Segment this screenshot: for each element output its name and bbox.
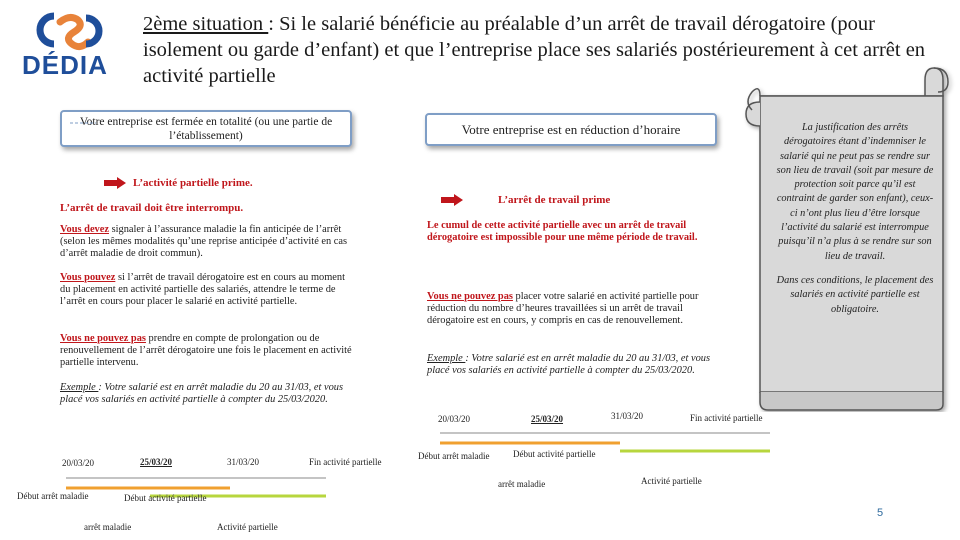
right-tl-start-ap: Début activité partielle <box>513 449 596 459</box>
sick-leave-prevails: L’arrêt de travail prime <box>498 194 611 206</box>
stop-label: L’arrêt de travail doit être interrompu. <box>60 202 244 214</box>
right-paragraph-2: Vous ne pouvez pas placer votre salarié en activité partielle pour réduction du nombre d’heures travaillées si un arrêt de travail dérogatoire est en cours, y compris en cas de renouvellement. <box>427 291 699 327</box>
left-tl-end: Fin activité partielle <box>309 457 382 467</box>
right-tl-d3: 31/03/20 <box>611 411 644 421</box>
right-tl-start-sick: Début arrêt maladie <box>418 451 490 461</box>
logo-mark-icon <box>20 12 138 52</box>
left-tl-d2: 25/03/20 <box>140 457 173 467</box>
right-tl-ap: Activité partielle <box>641 476 702 486</box>
right-tl-end: Fin activité partielle <box>690 413 763 423</box>
left-example: Exemple : Votre salarié est en arrêt maladie du 20 au 31/03, et vous placé vos salariés en activité partielle à compter du 25/03/2020. <box>60 382 344 406</box>
right-tl-d1: 20/03/20 <box>438 414 471 424</box>
scroll-text <box>775 121 935 327</box>
right-timeline <box>420 425 780 475</box>
left-tl-sick: arrêt maladie <box>84 522 132 532</box>
right-example: Exemple : Votre salarié est en arrêt maladie du 20 au 31/03, et vous placé vos salariés en activité partielle à compter du 25/03/2020. <box>427 353 711 377</box>
right-tl-d2: 25/03/20 <box>531 414 564 424</box>
partial-activity-prevails: L’activité partielle prime. <box>133 177 253 189</box>
closed-company-box: Votre entreprise est fermée en totalité (ou une partie de l’établissement) <box>60 110 352 147</box>
left-paragraph-2: Vous pouvez si l’arrêt de travail dérogatoire est en cours au moment du placement en activité partielle des salariés, attendre le terme de l’arrêt en cours pour placer le salarié en activité partielle. <box>60 272 346 308</box>
left-tl-start-ap: Début activité partielle <box>124 493 207 503</box>
arrow-right-icon <box>104 177 126 189</box>
title-suffix: : Si le salarié bénéficie au préalable d’un arrêt de travail dérogatoire (pour isolement ou garde d’enfant) et que l’entreprise place ses salariés postérieurement à cet arrêt en activité partielle <box>143 13 926 87</box>
reduced-hours-box: Votre entreprise est en réduction d’horaire <box>425 113 717 146</box>
scroll-paragraph-2: Dans ces conditions, le placement des salariés en activité partielle est obligatoire. <box>776 274 934 315</box>
left-tl-d3: 31/03/20 <box>227 457 260 467</box>
page-number: 5 <box>877 507 884 519</box>
logo-text: DÉDIA <box>22 50 108 80</box>
title-prefix: 2ème situation <box>143 13 269 35</box>
left-tl-start-sick: Début arrêt maladie <box>17 491 89 501</box>
left-tl-d1: 20/03/20 <box>62 458 95 468</box>
left-paragraph-1: Vous devez signaler à l’assurance maladie la fin anticipée de l’arrêt (selon les mêmes modalités qu’une reprise anticipée d’activité en cas d’arrêt maladie de droit commun). <box>60 224 348 260</box>
right-paragraph-1: Le cumul de cette activité partielle avec un arrêt de travail dérogatoire est impossible pour une même période de travail. <box>427 220 698 244</box>
scroll-paragraph-1: La justification des arrêts dérogatoires étant d’indemniser le salarié qui ne peut pas se rendre sur son lieu de travail (soit par mesure de protection soit parce qu’il est contraint de garder son enfant), ceux-ci n’ont plus lieu d’être lorsque l’activité du salarié est interrompue puisqu’il n’a plus à se rendre sur son lieu de travail. <box>776 122 934 262</box>
left-paragraph-3: Vous ne pouvez pas prendre en compte de prolongation ou de renouvellement de l’arrêt dérogatoire une fois le placement en activité partielle intervenu. <box>60 333 352 369</box>
dash-icon <box>70 120 96 126</box>
arrow-right-icon <box>441 194 463 206</box>
right-tl-sick: arrêt maladie <box>498 479 546 489</box>
left-tl-ap: Activité partielle <box>217 522 278 532</box>
